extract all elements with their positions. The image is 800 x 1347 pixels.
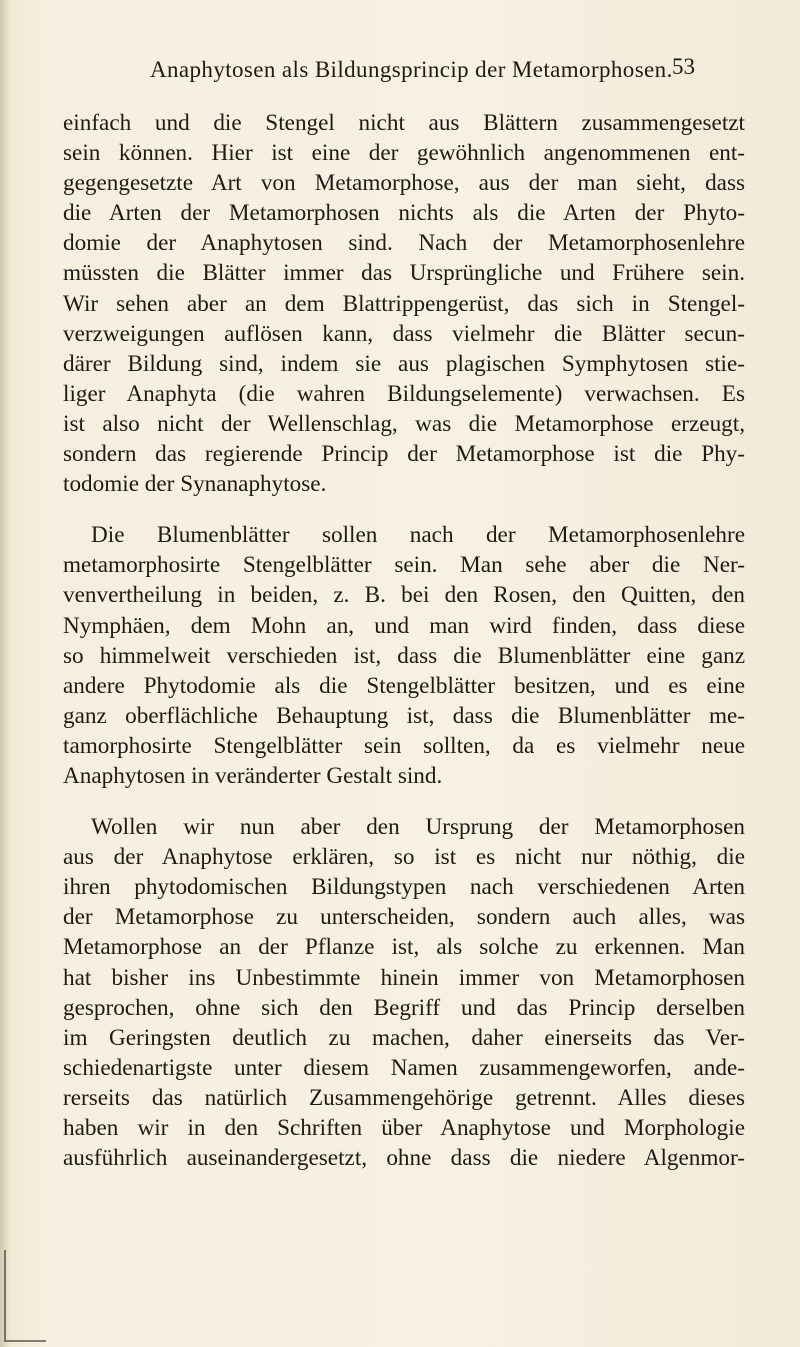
text-line: Die Blumenblätter sollen nach der Metamorphosenlehre bbox=[91, 522, 745, 549]
paragraph-3 bbox=[63, 812, 745, 1173]
text-line: ausführlich auseinandergesetzt, ohne dass die niedere Algenmor- bbox=[63, 1145, 745, 1172]
text-line: ihren phytodomischen Bildungstypen nach verschiedenen Arten bbox=[63, 874, 745, 901]
text-line: Metamorphose an der Pflanze ist, als solche zu erkennen. Man bbox=[63, 934, 745, 961]
text-line: schiedenartigste unter diesem Namen zusammengeworfen, ande- bbox=[63, 1054, 745, 1081]
text-line: rerseits das natürlich Zusammengehörige getrennt. Alles dieses bbox=[63, 1084, 745, 1111]
paragraph-2 bbox=[63, 520, 745, 791]
text-line: Wollen wir nun aber den Ursprung der Metamorphosen bbox=[91, 814, 745, 841]
text-line: Wir sehen aber an dem Blattrippengerüst, das sich in Stengel- bbox=[63, 290, 745, 317]
text-line: domie der Anaphytosen sind. Nach der Metamorphosenlehre bbox=[63, 230, 745, 257]
text-line: Anaphytosen in veränderter Gestalt sind. bbox=[63, 762, 443, 789]
text-line: gesprochen, ohne sich den Begriff und das Princip derselben bbox=[63, 994, 745, 1021]
running-head: Anaphytosen als Bildungsprincip der Metamorphosen. bbox=[150, 57, 673, 82]
text-line: verzweigungen auflösen kann, dass vielmehr die Blätter secun- bbox=[63, 320, 745, 347]
text-line: andere Phytodomie als die Stengelblätter besitzen, und es eine bbox=[63, 672, 745, 699]
page-number: 53 bbox=[672, 54, 695, 79]
spine-shadow bbox=[0, 0, 10, 1347]
paragraph-gap bbox=[63, 499, 745, 520]
paragraph-1 bbox=[63, 108, 745, 499]
text-line: der Metamorphose zu unterscheiden, sondern auch alles, was bbox=[63, 904, 745, 931]
text-line: haben wir in den Schriften über Anaphytose und Morphologie bbox=[63, 1115, 745, 1141]
text-line: ist also nicht der Wellenschlag, was die Metamorphose erzeugt, bbox=[63, 410, 745, 437]
corner-mark bbox=[4, 1250, 46, 1342]
body-text bbox=[63, 108, 745, 1173]
text-line: ganz oberflächliche Behauptung ist, dass die Blumenblätter me- bbox=[63, 702, 745, 729]
text-line: venvertheilung in beiden, z. B. bei den Rosen, den Quitten, den bbox=[63, 582, 745, 609]
text-line: hat bisher ins Unbestimmte hinein immer von Metamorphosen bbox=[63, 964, 745, 991]
text-line: sein können. Hier ist eine der gewöhnlich angenommenen ent- bbox=[63, 140, 745, 167]
text-line: im Geringsten deutlich zu machen, daher einerseits das Ver- bbox=[63, 1024, 745, 1051]
text-line: gegengesetzte Art von Metamorphose, aus der man sieht, dass bbox=[63, 170, 745, 197]
text-line: so himmelweit verschieden ist, dass die Blumenblätter eine ganz bbox=[63, 642, 745, 669]
text-line: aus der Anaphytose erklären, so ist es nicht nur nöthig, die bbox=[63, 844, 745, 871]
text-line: tamorphosirte Stengelblätter sein sollten, da es vielmehr neue bbox=[63, 732, 745, 759]
text-line: todomie der Synanaphytose. bbox=[63, 471, 327, 498]
paragraph-gap bbox=[63, 791, 745, 812]
text-line: einfach und die Stengel nicht aus Blättern zusammengesetzt bbox=[63, 110, 745, 136]
text-line: die Arten der Metamorphosen nichts als die Arten der Phyto- bbox=[63, 200, 745, 227]
text-line: Nymphäen, dem Mohn an, und man wird finden, dass diese bbox=[63, 612, 745, 639]
text-line: metamorphosirte Stengelblätter sein. Man sehe aber die Ner- bbox=[63, 552, 745, 579]
text-line: därer Bildung sind, indem sie aus plagischen Symphytosen stie- bbox=[63, 350, 745, 377]
text-line: sondern das regierende Princip der Metamorphose ist die Phy- bbox=[63, 441, 745, 468]
text-line: müssten die Blätter immer das Ursprüngliche und Frühere sein. bbox=[63, 260, 745, 287]
text-line: liger Anaphyta (die wahren Bildungselemente) verwachsen. Es bbox=[63, 380, 745, 407]
